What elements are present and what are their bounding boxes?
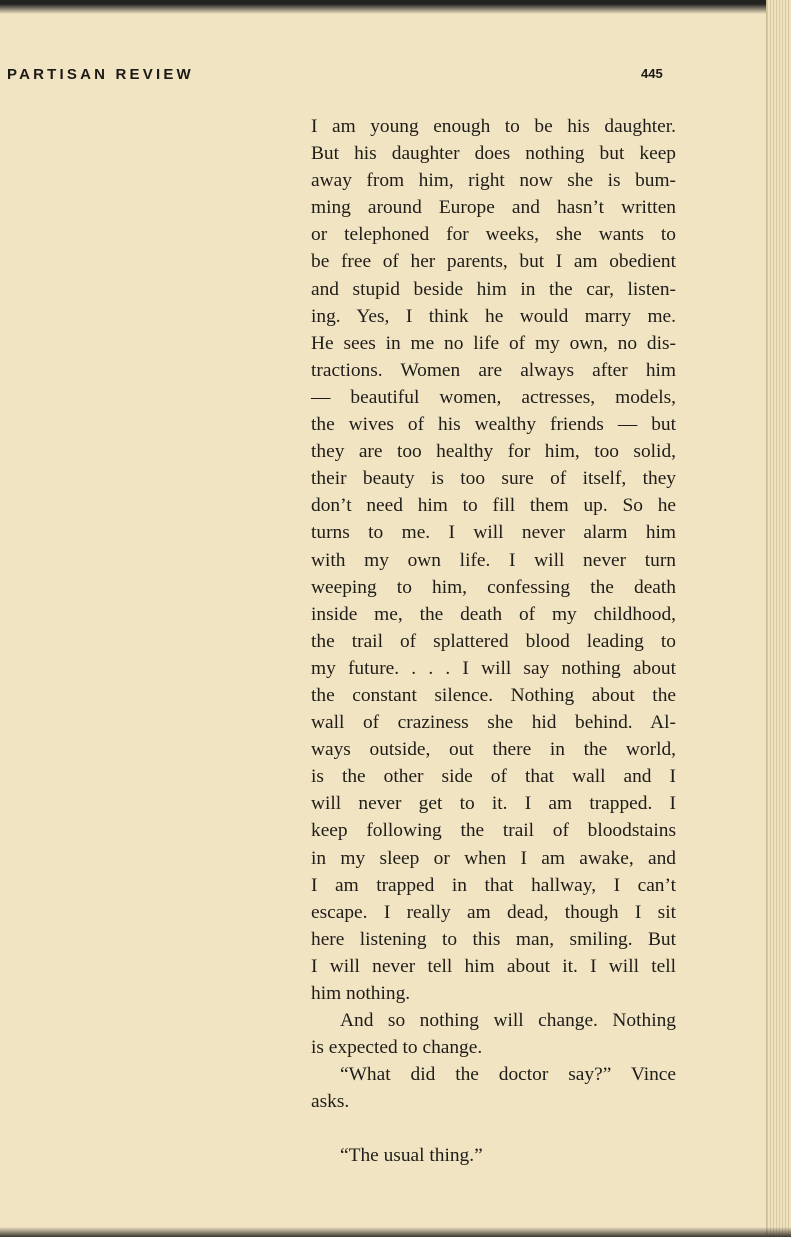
text-line: be free of her parents, but I am obedient [311, 251, 676, 273]
text-line: “The usual thing.” [340, 1145, 483, 1167]
text-line: in my sleep or when I am awake, and [311, 847, 676, 869]
text-line: their beauty is too sure of itself, they [311, 468, 676, 490]
text-line: is expected to change. [311, 1037, 483, 1059]
text-line: my future. . . . I will say nothing about [311, 657, 676, 679]
text-line: But his daughter does nothing but keep [311, 143, 676, 165]
text-line: He sees in me no life of my own, no dis- [311, 332, 676, 354]
text-line: the constant silence. Nothing about the [311, 684, 676, 706]
text-line: turns to me. I will never alarm him [311, 522, 676, 544]
body-text [311, 113, 676, 1170]
text-line: will never get to it. I am trapped. I [311, 793, 676, 815]
text-line: or telephoned for weeks, she wants to [311, 224, 676, 246]
text-line: I am trapped in that hallway, I can’t [311, 874, 676, 896]
text-line: don’t need him to fill them up. So he [311, 495, 676, 517]
text-line: the trail of splattered blood leading to [311, 630, 676, 652]
text-line: is the other side of that wall and I [311, 766, 676, 788]
text-line: away from him, right now she is bum- [311, 170, 676, 192]
scan-bottom-shadow [0, 1227, 791, 1237]
paragraph-gap [311, 1115, 676, 1142]
page-number: 445 [641, 66, 663, 81]
text-line: And so nothing will change. Nothing [340, 1010, 676, 1032]
text-line: ing. Yes, I think he would marry me. [311, 305, 676, 327]
text-line: asks. [311, 1091, 350, 1113]
text-line: with my own life. I will never turn [311, 549, 676, 571]
scan-top-shadow [0, 0, 791, 14]
text-line: tractions. Women are always after him [311, 359, 676, 381]
text-line: escape. I really am dead, though I sit [311, 901, 676, 923]
text-line: him nothing. [311, 983, 411, 1004]
text-line: keep following the trail of bloodstains [311, 820, 676, 842]
text-line: the wives of his wealthy friends — but [311, 414, 676, 436]
text-line: weeping to him, confessing the death [311, 576, 676, 598]
text-line: I will never tell him about it. I will tell [311, 955, 676, 977]
text-line: ming around Europe and hasn’t written [311, 197, 676, 219]
text-line: — beautiful women, actresses, models, [311, 386, 676, 408]
text-line: here listening to this man, smiling. But [311, 928, 676, 950]
text-line: they are too healthy for him, too solid, [311, 441, 676, 463]
text-line: wall of craziness she hid behind. Al- [311, 712, 676, 734]
running-head [0, 66, 680, 88]
text-line: “What did the doctor say?” Vince [340, 1064, 676, 1086]
text-line: and stupid beside him in the car, listen- [311, 278, 676, 300]
text-line: inside me, the death of my childhood, [311, 603, 676, 625]
text-line: I am young enough to be his daughter. [311, 116, 676, 137]
page-edge-stack [766, 0, 791, 1237]
text-line: ways outside, out there in the world, [311, 739, 676, 761]
journal-title: PARTISAN REVIEW [7, 66, 194, 83]
